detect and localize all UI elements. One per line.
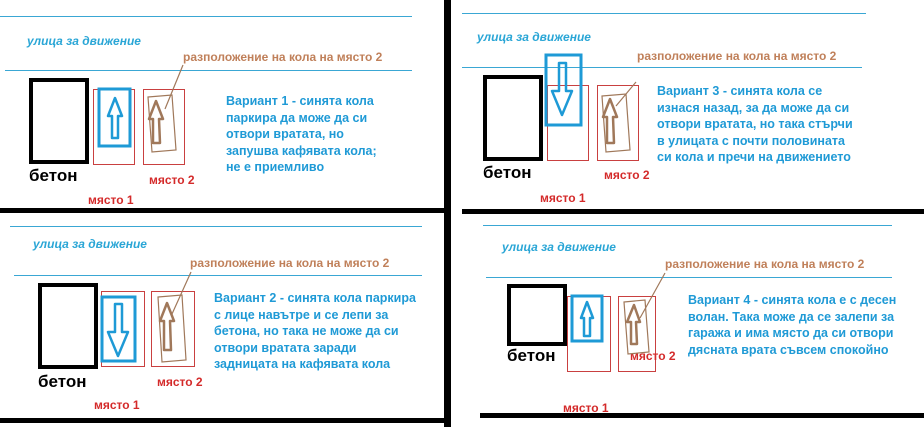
pointer-line	[165, 65, 183, 109]
brown-car-outline	[158, 295, 186, 362]
arrow-up-icon	[108, 98, 122, 138]
arrow-up-icon	[160, 303, 174, 350]
car2-position-label: разположение на кола на място 2	[665, 257, 865, 271]
spot1-label: място 1	[94, 398, 140, 412]
spot1-label: място 1	[540, 191, 586, 205]
concrete-label: бетон	[483, 163, 532, 182]
concrete-label: бетон	[29, 166, 78, 185]
arrow-down-icon	[552, 63, 572, 115]
arrow-down-icon	[108, 304, 128, 356]
car2-position-label: разположение на кола на място 2	[637, 49, 837, 63]
variant-description: Вариант 4 - синята кола е с десен волан. Така може да се залепи за гаража и има място да си отвори дясната врата съвсем спокойно	[688, 293, 897, 357]
spot2-label: място 2	[604, 168, 650, 182]
street-label: улица за движение	[33, 237, 147, 251]
variant-description: Вариант 3 - синята кола се изнася назад, за да може да си отвори вратата, но така стърчи в улицата с почти половината си кола и пречи на движението	[657, 84, 853, 164]
street-label: улица за движение	[477, 30, 591, 44]
spot2-label: място 2	[157, 375, 203, 389]
variant-description: Вариант 2 - синята кола паркира с лице навътре и се лепи за бетона, но така не може да си отвори вратата заради задницата на кафявата кола	[214, 291, 416, 371]
spot1-label: място 1	[88, 193, 134, 207]
pointer-line	[640, 273, 665, 318]
spot2-label: място 2	[149, 173, 195, 187]
street-label: улица за движение	[27, 34, 141, 48]
arrow-up-icon	[581, 302, 593, 336]
spot2-label: място 2	[630, 349, 676, 363]
blue-car-outline	[102, 297, 135, 361]
car2-position-label: разположение на кола на място 2	[190, 256, 390, 270]
arrow-up-icon	[627, 305, 640, 344]
street-label: улица за движение	[502, 240, 616, 254]
concrete-label: бетон	[38, 372, 87, 391]
variant-description: Вариант 1 - синята кола паркира да може да си отвори вратата, но запушва кафявата кола; не е приемливо	[226, 94, 377, 174]
concrete-label: бетон	[507, 346, 556, 365]
spot1-label: място 1	[563, 401, 609, 415]
car2-position-label: разположение на кола на място 2	[183, 50, 383, 64]
pointer-line	[172, 272, 191, 314]
